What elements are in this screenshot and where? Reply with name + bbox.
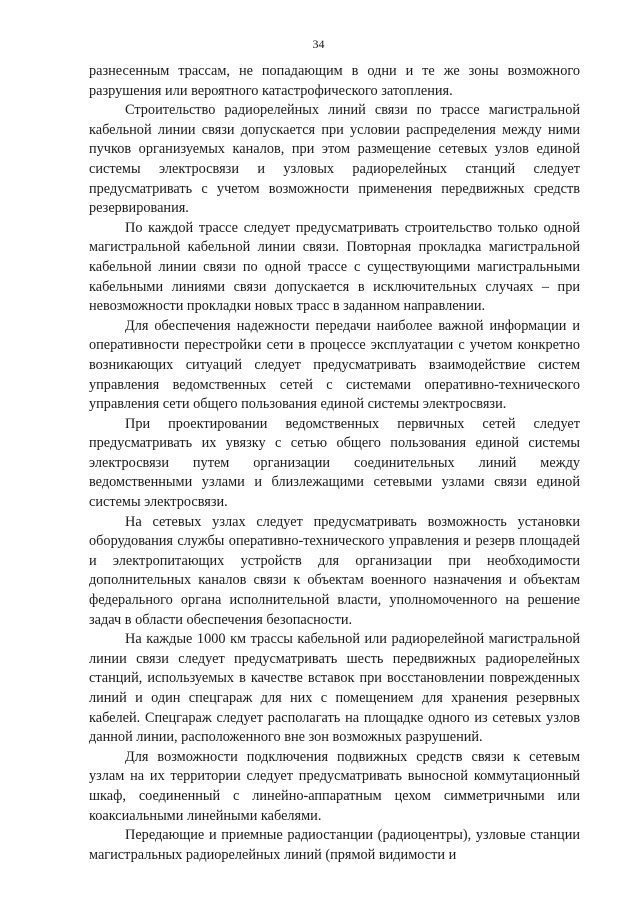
paragraph: При проектировании ведомственных первичных сетей следует предусматривать их увязку с сетью общего пользования единой системы электросвязи путем организации соединительных линий между ведомственными узлами и близлежащими сетевыми узлами связи единой системы электросвязи. bbox=[89, 415, 580, 511]
paragraph: По каждой трассе следует предусматривать строительство только одной магистральной кабельной линии связи. Повторная прокладка магистральной кабельной линии связи по одной трассе с существующими магистральными кабельными линиями связи допускается в исключительных случаях – при невозможности прокладки новых трасс в заданном направлении. bbox=[89, 219, 580, 315]
paragraph: Для возможности подключения подвижных средств связи к сетевым узлам на их территории следует предусматривать выносной коммутационный шкаф, соединенный с линейно-аппаратным цехом симметричными или коаксиальными линейными кабелями. bbox=[89, 748, 580, 824]
paragraph: Строительство радиорелейных линий связи по трассе магистральной кабельной линии связи допускается при условии распределения между ними пучков организуемых каналов, при этом размещение сетевых узлов единой системы электросвязи и узловых радиорелейных станций следует предусматривать с учетом возможности применения передвижных средств резервирования. bbox=[89, 102, 580, 217]
paragraph-truncated: Передающие и приемные радиостанции (радиоцентры), узловые станции магистральных радиорелейных линий (прямой видимости и bbox=[89, 827, 580, 863]
document-body bbox=[89, 62, 580, 865]
paragraph: На каждые 1000 км трассы кабельной или радиорелейной магистральной линии связи следует предусматривать шесть передвижных радиорелейных станций, используемых в качестве вставок при восстановлении поврежденных линий и один спецгараж для них с помещением для хранения резервных кабелей. Спецгараж следует располагать на площадке одного из сетевых узлов данной линии, расположенного вне зон возможных разрушений. bbox=[89, 631, 580, 746]
paragraph-continuation: разнесенным трассам, не попадающим в одни и те же зоны возможного разрушения или вероятного катастрофического затопления. bbox=[89, 63, 580, 99]
paragraph: Для обеспечения надежности передачи наиболее важной информации и оперативности перестройки сети в процессе эксплуатации с учетом конкретно возникающих ситуаций следует предусматривать взаимодействие систем управления ведомственных сетей с системами оперативно-технического управления сети общего пользования единой системы электросвязи. bbox=[89, 317, 580, 413]
paragraph: На сетевых узлах следует предусматривать возможность установки оборудования службы оперативно-технического управления и резерв площадей и электропитающих устройств для организации при необходимости дополнительных каналов связи к объектам военного назначения и объектам федерального органа исполнительной власти, уполномоченного на решение задач в области обеспечения безопасности. bbox=[89, 513, 580, 628]
page-number: 34 bbox=[312, 37, 325, 51]
